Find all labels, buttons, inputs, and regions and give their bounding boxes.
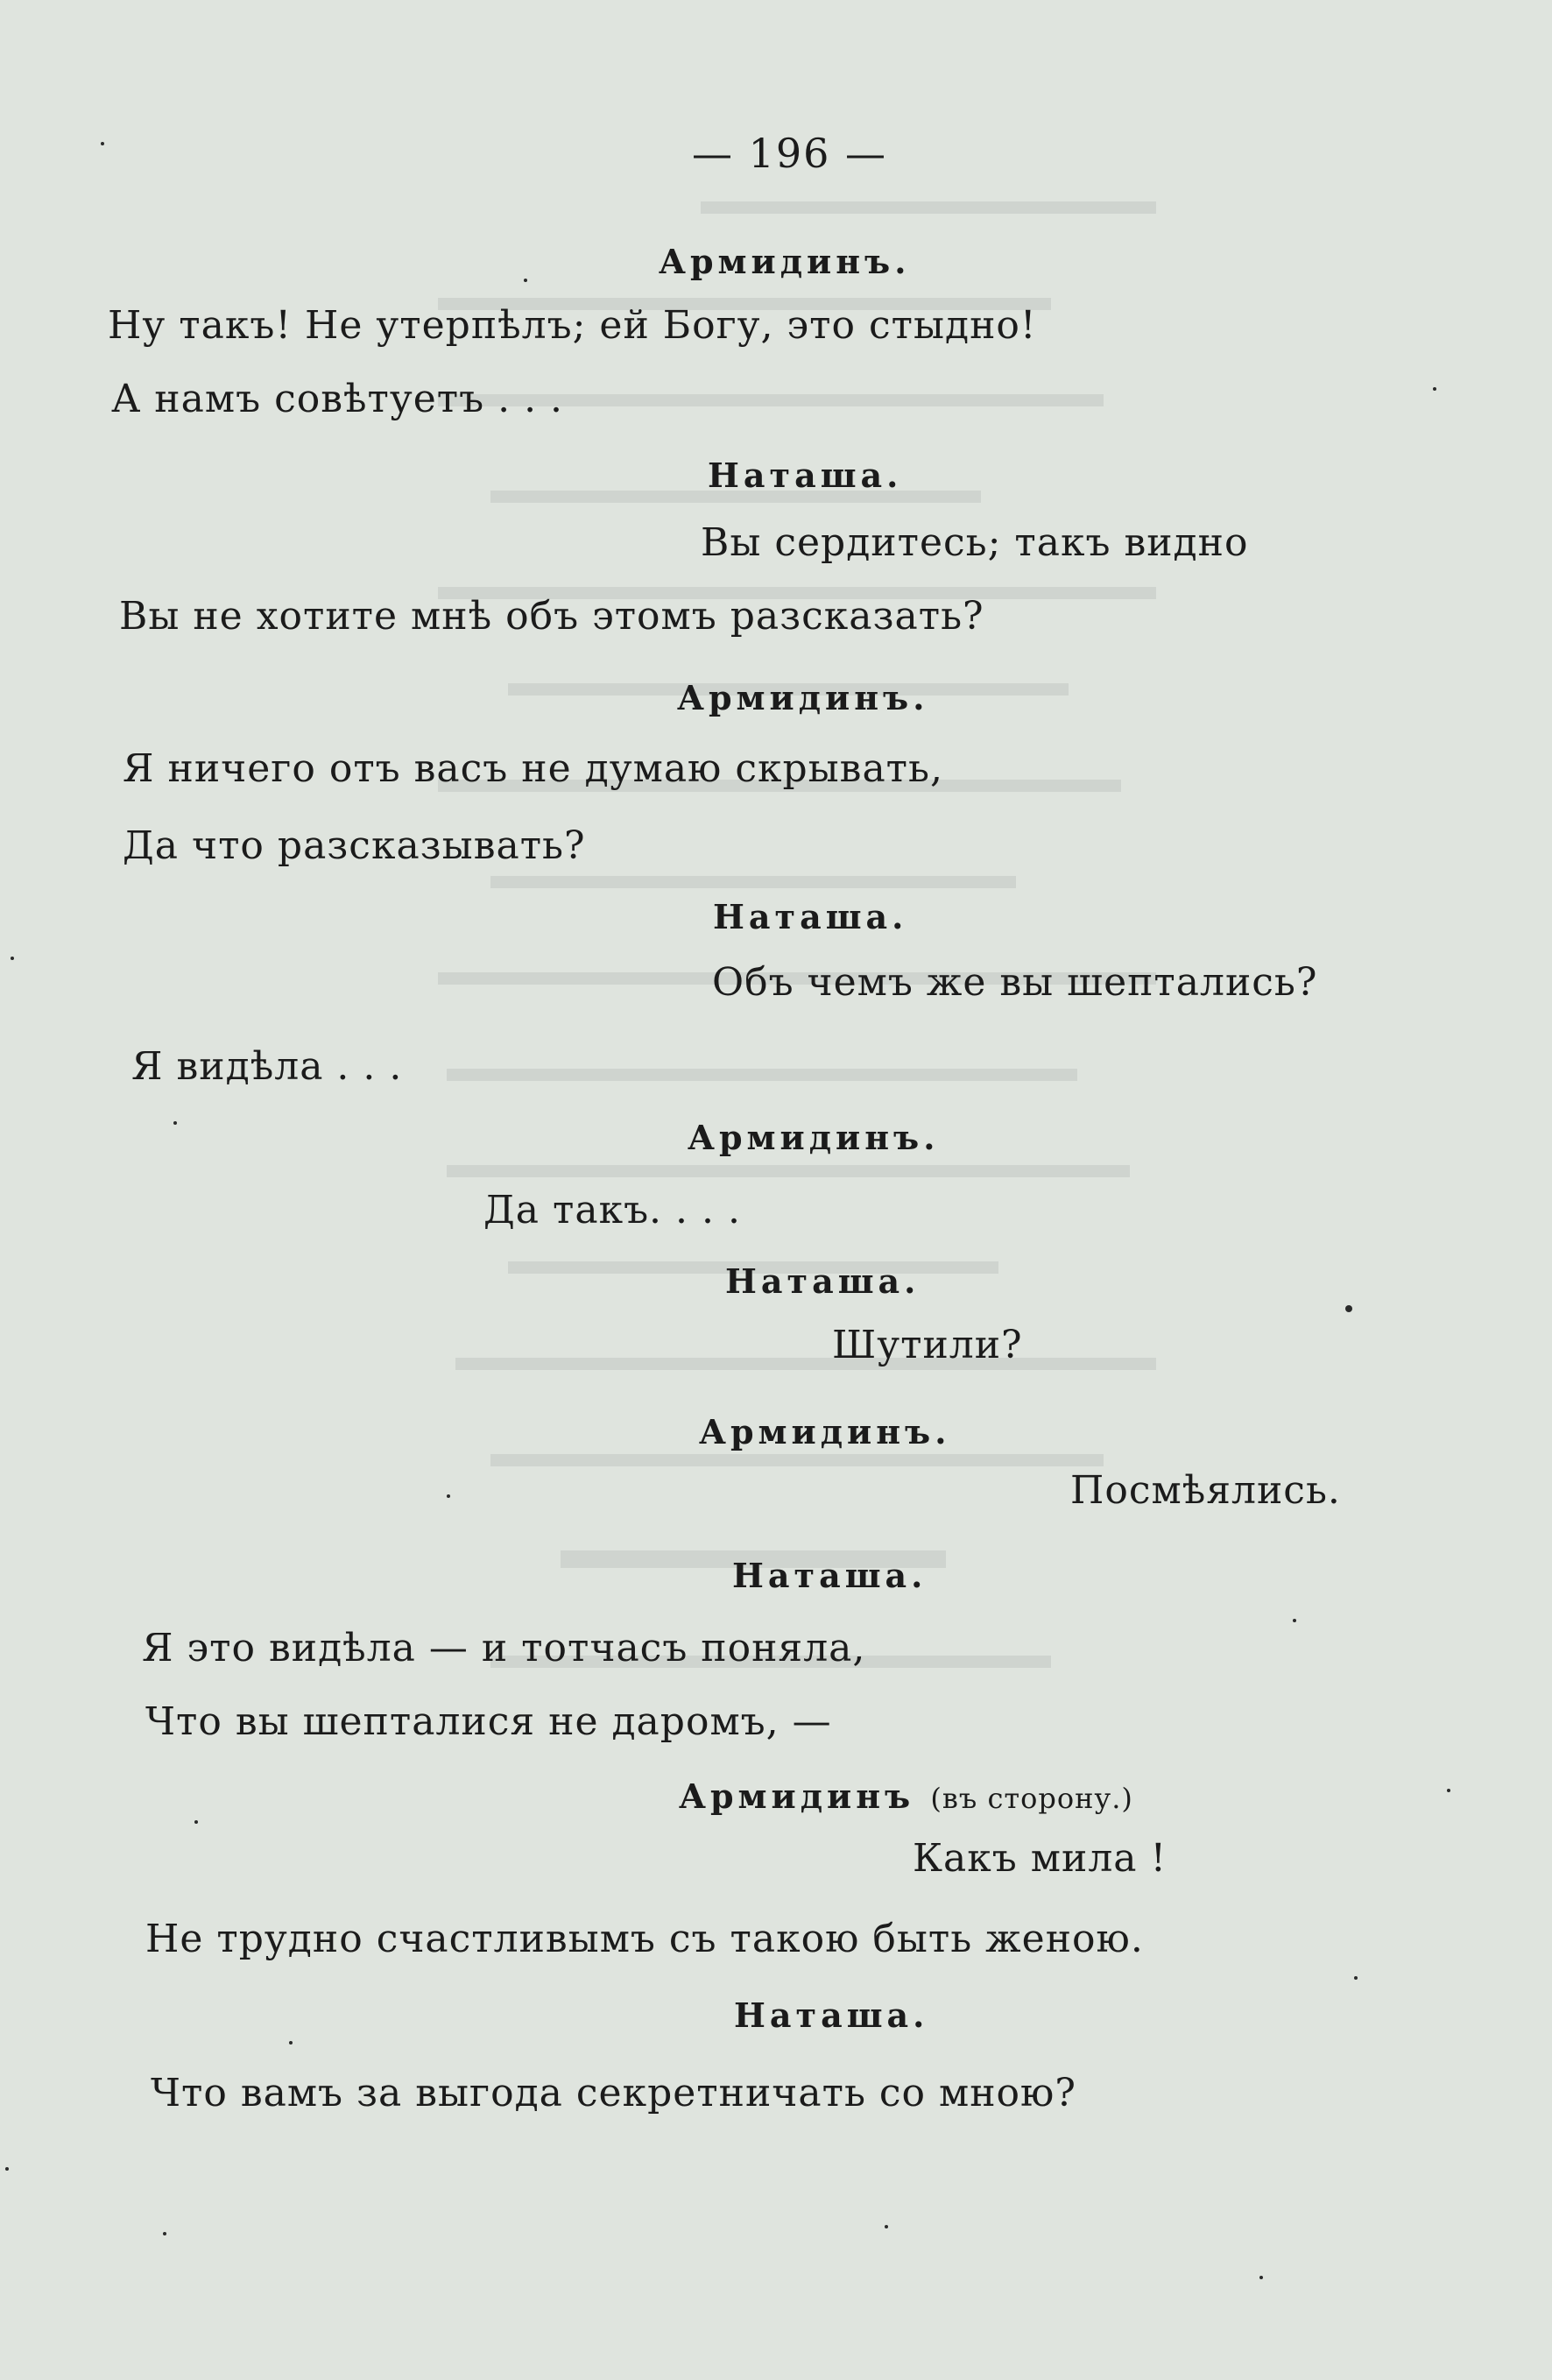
speaker-with-stage-direction: [679, 1776, 1133, 1816]
verse-line: Посмѣялись.: [1070, 1468, 1341, 1513]
stage-direction: (въ сторону.): [930, 1782, 1133, 1815]
ink-speck: [163, 2232, 166, 2235]
verse-line: Я ничего отъ васъ не думаю скрывать,: [123, 746, 943, 791]
ink-speck: [1293, 1619, 1296, 1622]
verse-line: Что вы шепталися не даромъ, —: [145, 1699, 832, 1744]
speaker-name: Наташа.: [725, 1261, 921, 1301]
speaker-name: Армидинъ.: [659, 242, 911, 281]
verse-line: А намъ совѣтуетъ . . .: [111, 377, 564, 421]
ink-speck: [524, 279, 527, 282]
verse-line: Я это видѣла — и тотчасъ поняла,: [142, 1626, 866, 1670]
ink-speck: [289, 2041, 293, 2045]
ink-speck: [885, 2225, 888, 2228]
verse-line: Да такъ. . . .: [483, 1188, 741, 1232]
speaker-name: Наташа.: [732, 1556, 928, 1595]
ink-speck: [1433, 387, 1436, 391]
verse-line: Да что разсказывать?: [123, 823, 586, 868]
ink-speck: [11, 957, 14, 960]
speaker-name: Армидинъ: [679, 1776, 915, 1816]
ink-speck: [1354, 1976, 1358, 1980]
speaker-name: Наташа.: [708, 456, 903, 495]
ink-speck: [1447, 1789, 1450, 1792]
speaker-name: Армидинъ.: [677, 678, 929, 717]
ink-speck: [194, 1820, 198, 1824]
ink-speck: [5, 2167, 9, 2171]
ink-speck: [447, 1494, 450, 1498]
ink-speck: [101, 142, 104, 145]
speaker-name: Наташа.: [713, 897, 908, 936]
speaker-name: Армидинъ.: [699, 1412, 951, 1451]
show-through-lines: [368, 184, 1156, 1848]
verse-line: Я видѣла . . .: [131, 1044, 403, 1089]
verse-line: Вы не хотите мнѣ объ этомъ разсказать?: [119, 594, 984, 639]
verse-line: Вы сердитесь; такъ видно: [701, 520, 1249, 565]
show-through-texture: [368, 184, 1156, 1848]
ink-speck: [1259, 2276, 1263, 2279]
speaker-name: Наташа.: [734, 1995, 929, 2035]
verse-line: Ну такъ! Не утерпѣлъ; ей Богу, это стыдно!: [108, 303, 1037, 348]
verse-line: Не трудно счастливымъ съ такою быть женою.: [145, 1917, 1144, 1961]
verse-line: Какъ мила !: [913, 1836, 1168, 1881]
ink-speck: [173, 1121, 177, 1125]
page-number: — 196 —: [692, 130, 888, 177]
verse-line: Объ чемъ же вы шептались?: [712, 960, 1318, 1005]
speaker-name: Армидинъ.: [688, 1118, 940, 1157]
ink-speck: [1345, 1305, 1352, 1312]
verse-line: Шутили?: [832, 1323, 1023, 1367]
verse-line: Что вамъ за выгода секретничать со мною?: [151, 2071, 1076, 2115]
